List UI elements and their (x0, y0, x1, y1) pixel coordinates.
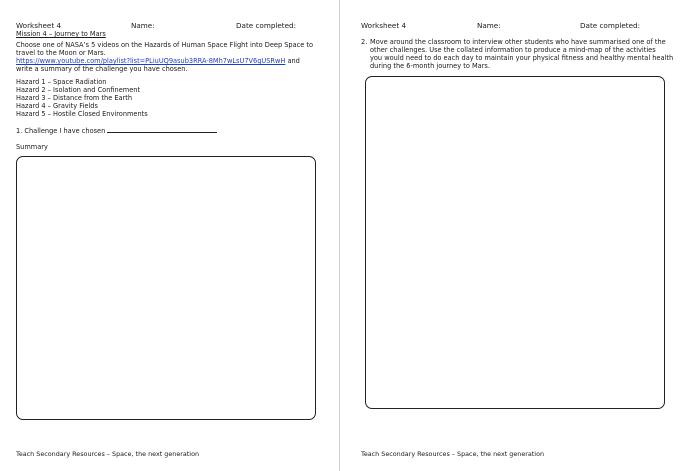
summary-label: Summary (16, 143, 48, 151)
left-worksheet-page (0, 0, 339, 471)
date-completed-label: Date completed: (236, 21, 297, 30)
worksheet-label: Worksheet 4 (16, 21, 62, 30)
challenge-answer-line[interactable] (107, 126, 217, 133)
question-2-number: 2. (361, 38, 368, 46)
hazard-item: Hazard 1 – Space Radiation (16, 78, 107, 86)
challenge-question (16, 126, 217, 135)
playlist-link[interactable]: https://www.youtube.com/playlist?list=PLiuUQ9asub3RRA-8Mh7wLsU7V6gUSRwH (16, 57, 286, 65)
worksheet-label: Worksheet 4 (361, 21, 407, 30)
footer-text: Teach Secondary Resources – Space, the next generation (16, 450, 200, 458)
hazard-item: Hazard 2 – Isolation and Confinement (16, 86, 141, 94)
summary-answer-box[interactable] (16, 156, 316, 420)
intro-line-2: travel to the Moon or Mars. (16, 49, 106, 57)
intro-line-1: Choose one of NASA’s 5 videos on the Hazards of Human Space Flight into Deep Space to (16, 41, 314, 49)
hazard-item: Hazard 5 – Hostile Closed Environments (16, 110, 148, 118)
footer-text: Teach Secondary Resources – Space, the next generation (361, 450, 545, 458)
date-completed-label: Date completed: (580, 21, 641, 30)
question-2-line: Move around the classroom to interview other students who have summarised one of the (370, 38, 666, 46)
question-2-line: other challenges. Use the collated information to produce a mind-map of the activities (370, 46, 656, 54)
mission-title: Mission 4 – Journey to Mars (16, 30, 106, 38)
right-worksheet-page (340, 0, 683, 471)
question-2-line: you would need to do each day to maintain your physical fitness and healthy mental health (370, 54, 674, 62)
question-2-line: during the 6-month journey to Mars. (370, 62, 490, 70)
challenge-question-text: 1. Challenge I have chosen (16, 127, 106, 135)
name-label: Name: (131, 21, 155, 30)
link-suffix: and (285, 57, 300, 65)
name-label: Name: (477, 21, 501, 30)
intro-line-4: write a summary of the challenge you have chosen. (16, 65, 188, 73)
mind-map-answer-box[interactable] (365, 76, 665, 409)
hazard-item: Hazard 3 – Distance from the Earth (16, 94, 133, 102)
playlist-link-line (16, 57, 300, 65)
hazard-item: Hazard 4 – Gravity Fields (16, 102, 98, 110)
